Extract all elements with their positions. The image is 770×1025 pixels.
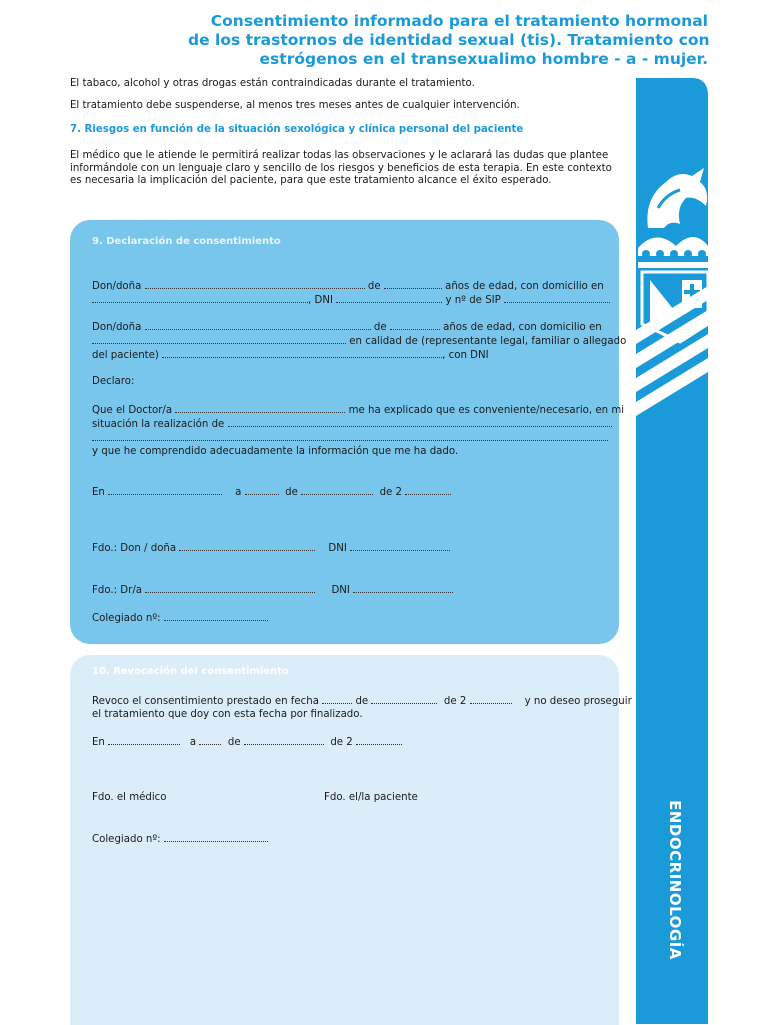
dni-field[interactable] [336, 294, 442, 303]
label-calidad: en calidad de (representante legal, familiar o allegado [349, 336, 627, 347]
colegiado-line [92, 612, 268, 624]
section-7-heading: 7. Riesgos en función de la situación sexológica y clínica personal del paciente [70, 124, 524, 135]
intro-line-2: El tratamiento debe suspenderse, al menos tres meses antes de cualquier intervención. [70, 100, 520, 111]
label-de-b: de [227, 737, 241, 748]
revocation-line-2: el tratamiento que doy con esta fecha por finalizado. [92, 709, 363, 720]
revocation-line-1 [92, 695, 632, 707]
patient-signature-line [92, 542, 450, 554]
revocation-month-field[interactable] [371, 695, 437, 704]
declaration-line-2 [92, 294, 610, 306]
doctor-line-1 [92, 404, 624, 416]
label-a: a [189, 737, 197, 748]
label-revoco: Revoco el consentimiento prestado en fecha [92, 696, 319, 707]
doctor-line-2 [92, 418, 612, 430]
label-colegiado: Colegiado nº: [92, 834, 161, 845]
year-field[interactable] [405, 486, 451, 495]
place-date-line [92, 486, 451, 498]
doctor-dni-field[interactable] [353, 584, 453, 593]
representative-line-1 [92, 321, 602, 333]
label-anos: años de edad, con domicilio en [445, 281, 604, 292]
revocation-box [70, 655, 632, 1025]
revocation-day-field[interactable] [322, 695, 352, 704]
title-line-3: estrógenos en el transexualimo hombre - a - mujer. [259, 50, 708, 68]
label-en: En [92, 487, 105, 498]
label-de-2-b: de 2 [330, 737, 353, 748]
day-field[interactable] [245, 486, 279, 495]
label-anos-2: años de edad, con domicilio en [443, 322, 602, 333]
colegiado-field[interactable] [164, 612, 268, 621]
label-a: a [235, 487, 242, 498]
label-dni: , DNI [308, 295, 333, 306]
sidebar-band [636, 78, 770, 1024]
label-dni-1: DNI [328, 543, 347, 554]
endocrinologia-label: ENDOCRINOLOGÍA [666, 800, 684, 960]
section-7-paragraph [70, 150, 616, 188]
month-field[interactable] [301, 486, 373, 495]
label-de-2: de [373, 322, 387, 333]
label-del-paciente: del paciente) [92, 350, 159, 361]
age-field[interactable] [384, 280, 442, 289]
label-de: de [367, 281, 381, 292]
label-don-dona: Don/doña [92, 281, 142, 292]
label-dni-2: DNI [331, 585, 350, 596]
label-con-dni: , con DNI [442, 350, 489, 361]
declaration-line-1 [92, 280, 604, 292]
label-colegiado: Colegiado nº: [92, 613, 161, 624]
label-fdo-dr: Fdo.: Dr/a [92, 585, 142, 596]
patient-signature-field[interactable] [179, 542, 315, 551]
label-situacion: situación la realización de [92, 419, 225, 430]
label-sip: y nº de SIP [445, 295, 501, 306]
revocation-date-year-field[interactable] [356, 736, 402, 745]
label-que-doctor: Que el Doctor/a [92, 405, 173, 416]
revocation-place-date-line [92, 736, 402, 748]
signature-medico-label: Fdo. el médico [92, 792, 167, 803]
label-no-deseo: y no deseo proseguir [524, 696, 632, 707]
intro-line-1: El tabaco, alcohol y otras drogas están contraindicadas durante el tratamiento. [70, 78, 475, 89]
declaro-label: Declaro: [92, 376, 135, 387]
title-line-2: de los trastornos de identidad sexual (tis). Tratamiento con [188, 31, 710, 49]
name-field[interactable] [145, 280, 365, 289]
revocation-colegiado-field[interactable] [164, 833, 268, 842]
representative-line-2 [92, 335, 626, 347]
section-10-heading: 10. Revocación del consentimiento [92, 666, 289, 677]
label-en: En [92, 737, 105, 748]
revocation-year-field[interactable] [470, 695, 512, 704]
patient-field[interactable] [162, 349, 442, 358]
para-line-2: informándole con un lenguaje claro y sencillo de los riesgos y beneficios de esta terapia. En este contexto [70, 162, 612, 174]
revocation-colegiado-line [92, 833, 268, 845]
representative-line-3 [92, 349, 489, 361]
comprendido-line: y que he comprendido adecuadamente la información que me ha dado. [92, 446, 459, 457]
title-line-1: Consentimiento informado para el tratamiento hormonal [210, 12, 708, 30]
doctor-name-field[interactable] [175, 404, 345, 413]
label-de-2: de 2 [379, 487, 403, 498]
label-de-2: de 2 [443, 696, 467, 707]
procedure-field-continued[interactable] [92, 432, 608, 441]
sip-field[interactable] [504, 294, 610, 303]
patient-dni-field[interactable] [350, 542, 450, 551]
place-field[interactable] [108, 486, 222, 495]
representative-age-field[interactable] [390, 321, 440, 330]
declaration-box [70, 220, 627, 644]
section-9-heading: 9. Declaración de consentimiento [92, 236, 281, 247]
procedure-field[interactable] [228, 418, 612, 427]
doctor-signature-field[interactable] [145, 584, 315, 593]
representative-name-field[interactable] [145, 321, 371, 330]
doctor-line-3 [92, 432, 608, 444]
revocation-date-month-field[interactable] [244, 736, 324, 745]
representative-address-field[interactable] [92, 335, 346, 344]
doctor-signature-line [92, 584, 453, 596]
address-field[interactable] [92, 294, 308, 303]
label-de-fecha: de [285, 487, 298, 498]
label-de: de [355, 696, 369, 707]
revocation-place-field[interactable] [108, 736, 180, 745]
label-don-dona-2: Don/doña [92, 322, 142, 333]
para-line-1: El médico que le atiende le permitirá realizar todas las observaciones y le aclarará las dudas que plantee [70, 150, 609, 161]
revocation-date-day-field[interactable] [199, 736, 221, 745]
sidebar-label [660, 800, 690, 960]
para-line-3: es necesaria la implicación del paciente, para que este tratamiento alcance el éxito esperado. [70, 175, 552, 187]
label-explicado: me ha explicado que es conveniente/necesario, en mi [348, 405, 625, 416]
label-fdo-don: Fdo.: Don / doña [92, 543, 177, 554]
page-title [188, 12, 708, 69]
signature-paciente-label: Fdo. el/la paciente [324, 792, 418, 803]
